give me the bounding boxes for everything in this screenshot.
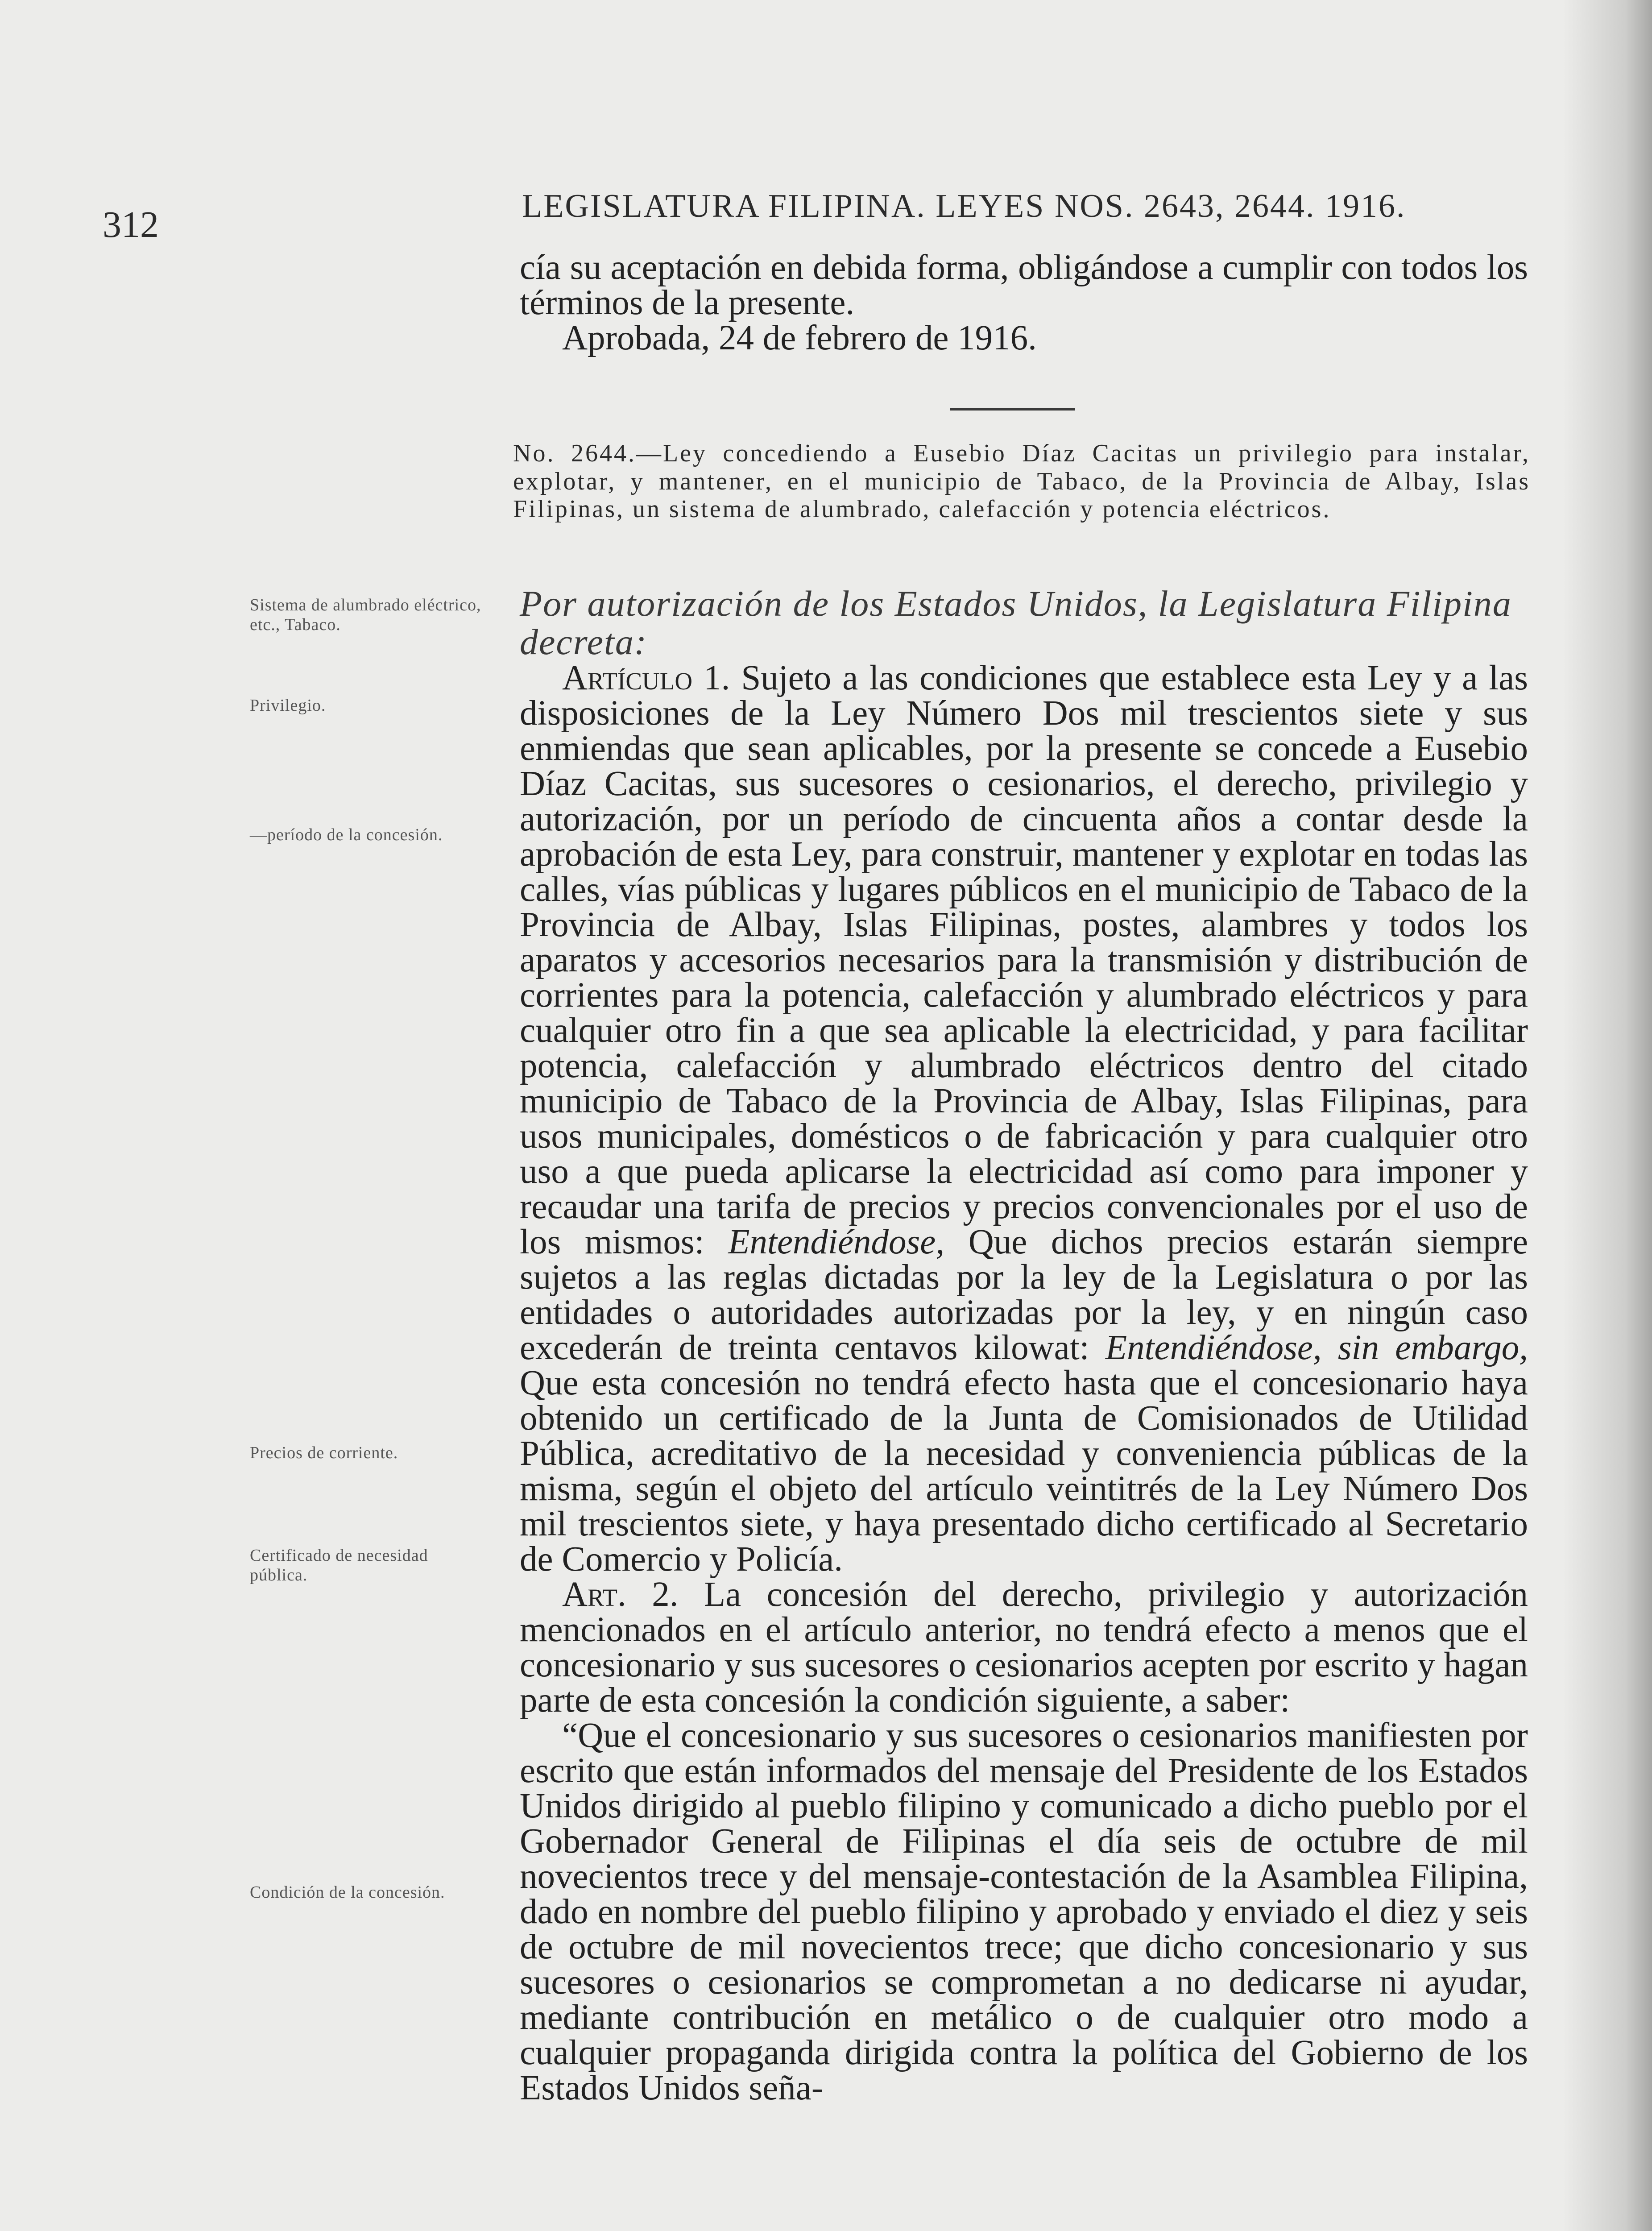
article-1 [520, 660, 1528, 1577]
act-title-text: —Ley concediendo a Eusebio Díaz Cacitas un privilegio para instalar, explotar, y mantener, en el municipio de Tabaco, de la Provincia de Albay, Islas Filipinas, un sistema de alumbrado, calefacción y potencia eléctricos. [513, 440, 1530, 523]
proviso-2-label: Entendiéndose, sin embargo, [1105, 1328, 1528, 1367]
running-head: LEGISLATURA FILIPINA. LEYES NOS. 2643, 2644. 1916. [522, 188, 1406, 224]
article-1-text-c: Que esta concesión no tendrá efecto hasta que el concesionario haya obtenido un certificado de la Junta de Comisionados de Utilidad Pública, acreditativo de la necesidad y conveniencia públicas de la misma, según el objeto del artículo veintitrés de la Ley Número Dos mil trescientos siete, y haya presentado dicho certificado al Secretario de Comercio y Policía. [520, 1364, 1528, 1579]
enacting-clause: Por autorización de los Estados Unidos, la Legislatura Filipina decreta: [520, 583, 1512, 663]
previous-act-ending [520, 250, 1528, 356]
article-2-label: Art. 2. [562, 1575, 679, 1614]
margin-note-condition: Condición de la concesión. [250, 1883, 445, 1902]
margin-note-period: —período de la concesión. [250, 825, 443, 844]
articles [520, 660, 1528, 2106]
margin-note-certificate: Certificado de necesidad pública. [250, 1546, 428, 1584]
margin-note-privilege: Privilegio. [250, 696, 326, 715]
section-divider [950, 408, 1075, 411]
scan-edge-shadow [1563, 0, 1652, 2231]
margin-note-system: Sistema de alumbrado eléctrico, etc., Tabaco. [250, 596, 481, 634]
article-2-condition: “Que el concesionario y sus sucesores o cesionarios manifiesten por escrito que están informados del mensaje del Presidente de los Estados Unidos dirigido al pueblo filipino y comunicado a dicho pueblo por el Gobernador General de Filipinas el día seis de octubre de mil novecientos trece y del mensaje-contestación de la Asamblea Filipina, dado en nombre del pueblo filipino y aprobado y enviado el diez y seis de octubre de mil novecientos trece; que dicho concesionario y sus sucesores o cesionarios se comprometan a no dedicarse ni ayudar, mediante contribución en metálico o de cualquier otro modo a cualquier propaganda dirigida contra la política del Gobierno de los Estados Unidos seña- [520, 1716, 1528, 2107]
article-1-text-b: Que dichos precios estarán siempre sujetos a las reglas dictadas por la ley de la Legislatura o por las entidades o autoridades autorizadas por la ley, y en ningún caso excederán de treinta centavos kilowat: [520, 1223, 1528, 1367]
continuation-text: cía su aceptación en debida forma, obligándose a cumplir con todos los términos de la presente. [520, 248, 1528, 322]
act-title [513, 440, 1530, 523]
page-number: 312 [103, 204, 159, 245]
article-2 [520, 1577, 1528, 1718]
article-1-text-a: Sujeto a las condiciones que establece esta Ley y a las disposiciones de la Ley Número Dos mil trescientos siete y sus enmiendas que sean aplicables, por la presente se concede a Eusebio Díaz Cacitas, sus sucesores o cesionarios, el derecho, privilegio y autorización, por un período de cincuenta años a contar desde la aprobación de esta Ley, para construir, mantener y explotar en todas las calles, vías públicas y lugares públicos en el municipio de Tabaco de la Provincia de Albay, Islas Filipinas, postes, alambres y todos los aparatos y accesorios necesarios para la transmisión y distribución de corrientes para la potencia, calefacción y alumbrado eléctricos y para cualquier otro fin a que sea aplicable la electricidad, y para facilitar potencia, calefacción y alumbrado eléctricos dentro del citado municipio de Tabaco de la Provincia de Albay, Islas Filipinas, para usos municipales, domésticos o de fabricación y para cualquier otro uso a que pueda aplicarse la electricidad así como para imponer y recaudar una tarifa de precios y precios convencionales por el uso de los mismos: [520, 659, 1528, 1261]
proviso-1-label: Entendiéndose, [728, 1223, 945, 1261]
act-number: No. 2644. [513, 440, 636, 467]
article-1-label: Artículo 1. [562, 659, 730, 697]
margin-note-rates: Precios de corriente. [250, 1443, 398, 1462]
article-2-text: La concesión del derecho, privilegio y autorización mencionados en el artículo anterior, no tendrá efecto a menos que el concesionario y sus sucesores o cesionarios acepten por escrito y hagan parte de esta concesión la condición siguiente, a saber: [520, 1575, 1528, 1720]
approval-date: Aprobada, 24 de febrero de 1916. [562, 319, 1037, 357]
